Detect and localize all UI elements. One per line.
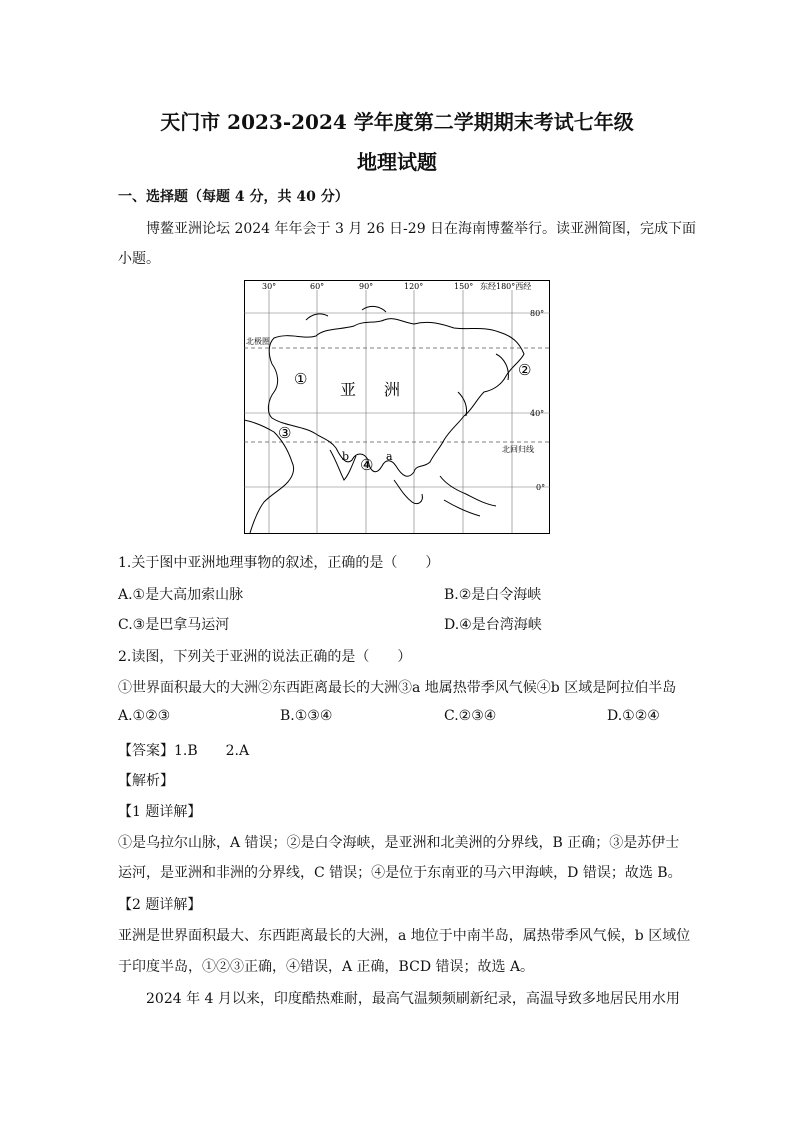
q1-option-b: B.②是白令海峡	[444, 587, 542, 603]
point-a: a	[386, 450, 393, 463]
q1-stem: 1.关于图中亚洲地理事物的叙述，正确的是（ ）	[118, 555, 440, 571]
continent-label: 亚	[340, 380, 357, 399]
asia-map-figure	[244, 280, 550, 534]
section-heading: 一、选择题（每题 4 分，共 40 分）	[118, 189, 349, 205]
analysis-heading: 【解析】	[118, 773, 174, 789]
q1-option-c: C.③是巴拿马运河	[118, 617, 230, 633]
q1-option-d: D.④是台湾海峡	[444, 617, 542, 633]
q2-option-a: A.①②③	[118, 708, 171, 724]
lon-label: 150°	[454, 282, 474, 291]
q2-option-b: B.①③④	[280, 708, 333, 724]
lon-label: 30°	[262, 282, 277, 291]
detail-1-text-cont: 运河，是亚洲和非洲的分界线，C 错误；④是位于东南亚的马六甲海峡，D 错误；故选 B。	[118, 865, 682, 881]
next-passage-text: 2024 年 4 月以来，印度酷热难耐，最高气温频频刷新纪录，高温导致多地居民用水用	[146, 991, 680, 1007]
q2-option-c: C.②③④	[444, 708, 497, 724]
marker-4: ④	[360, 456, 374, 474]
marker-3: ③	[278, 424, 292, 442]
lon-label: 120°	[404, 282, 424, 291]
marker-2: ②	[518, 361, 532, 379]
arctic-circle-label: 北极圈	[246, 337, 270, 346]
q1-option-a: A.①是大高加索山脉	[118, 587, 244, 603]
q2-stem: 2.读图，下列关于亚洲的说法正确的是（ ）	[118, 649, 412, 665]
marker-1: ①	[294, 370, 308, 388]
lon-label: 60°	[310, 282, 325, 291]
q2-statements: ①世界面积最大的大洲②东西距离最长的大洲③a 地属热带季风气候④b 区域是阿拉伯半岛	[118, 680, 677, 696]
answer-line: 【答案】1.B 2.A	[118, 743, 250, 759]
intro-text: 博鳌亚洲论坛 2024 年年会于 3 月 26 日-29 日在海南博鳌举行。读亚洲简图，完成下面	[146, 221, 697, 237]
continent-label: 洲	[384, 380, 401, 399]
lat-label: 0°	[536, 483, 546, 492]
detail-2-heading: 【2 题详解】	[118, 897, 202, 913]
detail-1-heading: 【1 题详解】	[118, 804, 202, 820]
detail-2-text-cont: 于印度半岛，①②③正确，④错误，A 正确，BCD 错误；故选 A。	[118, 959, 535, 975]
intro-text-cont: 小题。	[118, 251, 160, 267]
detail-1-text: ①是乌拉尔山脉，A 错误；②是白令海峡，是亚洲和北美洲的分界线，B 正确；③是苏伊士	[118, 835, 680, 851]
lon-label-top-right: 东经180°西经	[480, 282, 532, 291]
tropic-label: 北回归线	[502, 445, 534, 454]
q2-option-d: D.①②④	[607, 708, 660, 724]
document-subtitle: 地理试题	[357, 150, 437, 174]
detail-2-text: 亚洲是世界面积最大、东西距离最长的大洲，a 地位于中南半岛，属热带季风气候，b 区域位	[118, 928, 691, 944]
lon-label: 90°	[359, 282, 374, 291]
lat-label: 40°	[530, 409, 545, 418]
point-b: b	[342, 450, 350, 463]
document-title: 天门市 2023-2024 学年度第二学期期末考试七年级	[160, 110, 634, 134]
lat-label: 80°	[530, 309, 545, 318]
